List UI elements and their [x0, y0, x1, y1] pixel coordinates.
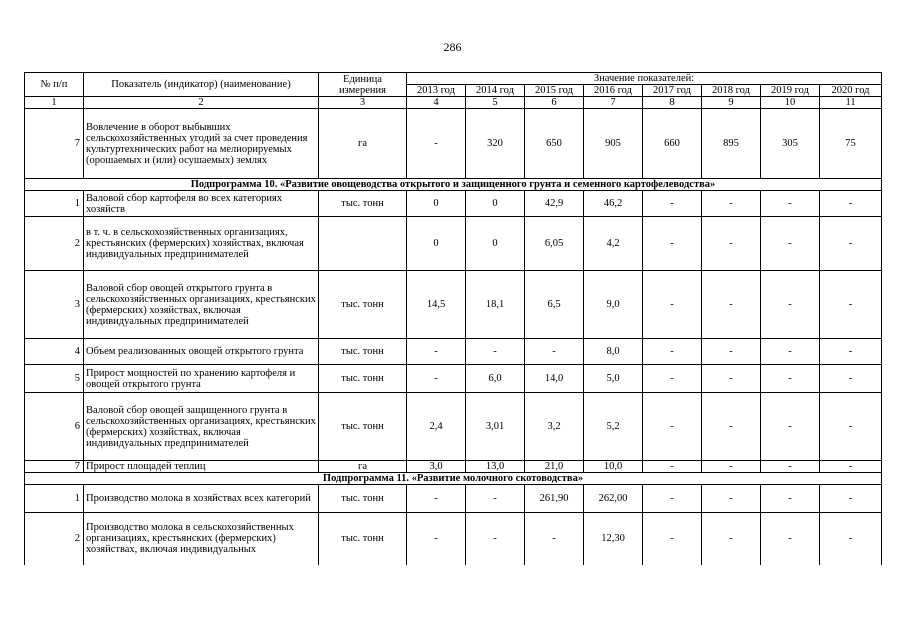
- column-number: 10: [761, 97, 820, 109]
- row-value: -: [702, 191, 761, 217]
- row-value: -: [643, 339, 702, 365]
- column-number: 4: [407, 97, 466, 109]
- row-indicator: в т. ч. в сельскохозяйственных организациях, крестьянских (фермерских) хозяйствах, включая индивидуальных предпринимателей: [84, 217, 319, 271]
- row-value: 21,0: [525, 461, 584, 473]
- row-value: 895: [702, 109, 761, 179]
- row-value: 0: [466, 191, 525, 217]
- table-row: [25, 365, 882, 393]
- row-unit: га: [319, 461, 407, 473]
- row-value: 4,2: [584, 217, 643, 271]
- row-value: -: [643, 217, 702, 271]
- row-value: 8,0: [584, 339, 643, 365]
- table-row: [25, 485, 882, 513]
- year-header: 2013 год: [407, 85, 466, 97]
- column-number: 2: [84, 97, 319, 109]
- column-number: 3: [319, 97, 407, 109]
- row-value: -: [820, 191, 882, 217]
- row-value: -: [761, 271, 820, 339]
- row-value: -: [643, 513, 702, 565]
- row-value: 5,2: [584, 393, 643, 461]
- row-value: -: [702, 393, 761, 461]
- row-value: 3,2: [525, 393, 584, 461]
- row-value: -: [407, 365, 466, 393]
- row-value: -: [761, 461, 820, 473]
- year-header: 2019 год: [761, 85, 820, 97]
- row-value: 905: [584, 109, 643, 179]
- row-num: 6: [25, 393, 84, 461]
- row-value: 12,30: [584, 513, 643, 565]
- row-value: 0: [466, 217, 525, 271]
- row-value: -: [643, 485, 702, 513]
- row-unit: тыс. тонн: [319, 513, 407, 565]
- row-unit: тыс. тонн: [319, 393, 407, 461]
- row-value: 3,01: [466, 393, 525, 461]
- row-value: 5,0: [584, 365, 643, 393]
- row-num: 7: [25, 461, 84, 473]
- row-value: -: [702, 217, 761, 271]
- row-value: 660: [643, 109, 702, 179]
- row-num: 7: [25, 109, 84, 179]
- row-value: -: [643, 365, 702, 393]
- row-value: -: [761, 365, 820, 393]
- row-value: -: [761, 513, 820, 565]
- row-indicator: Валовой сбор овощей открытого грунта в сельскохозяйственных организациях, крестьянских (фермерских) хозяйствах, включая индивидуальных предпринимателей: [84, 271, 319, 339]
- column-number: 7: [584, 97, 643, 109]
- table-row: [25, 109, 882, 179]
- subprogram-10-title: Подпрограмма 10. «Развитие овощеводства открытого и защищенного грунта и семенного картофелеводства»: [25, 179, 882, 191]
- table-row: [25, 191, 882, 217]
- row-value: -: [466, 485, 525, 513]
- row-indicator: Производство молока в хозяйствах всех категорий: [84, 485, 319, 513]
- column-number: 8: [643, 97, 702, 109]
- row-unit: [319, 217, 407, 271]
- row-value: 650: [525, 109, 584, 179]
- subprogram-11-title: Подпрограмма 11. «Развитие молочного скотоводства»: [25, 473, 882, 485]
- row-value: -: [820, 217, 882, 271]
- column-number: 1: [25, 97, 84, 109]
- row-indicator: Прирост мощностей по хранению картофеля и овощей открытого грунта: [84, 365, 319, 393]
- row-value: -: [820, 365, 882, 393]
- row-value: 75: [820, 109, 882, 179]
- row-value: -: [407, 485, 466, 513]
- row-value: -: [820, 461, 882, 473]
- row-value: -: [702, 461, 761, 473]
- row-value: 3,0: [407, 461, 466, 473]
- row-value: 14,0: [525, 365, 584, 393]
- subprogram-10-row: [25, 179, 882, 191]
- indicators-table: [24, 72, 882, 565]
- subprogram-11-row: [25, 473, 882, 485]
- column-number: 9: [702, 97, 761, 109]
- row-value: -: [820, 339, 882, 365]
- row-value: 2,4: [407, 393, 466, 461]
- row-value: -: [702, 339, 761, 365]
- row-value: -: [466, 513, 525, 565]
- row-value: -: [761, 217, 820, 271]
- year-header: 2016 год: [584, 85, 643, 97]
- header-unit: Единица измерения: [319, 73, 407, 97]
- header-num: № п/п: [25, 73, 84, 97]
- row-indicator: Валовой сбор овощей защищенного грунта в сельскохозяйственных организациях, крестьянских (фермерских) хозяйствах, включая индивидуальных предпринимателей: [84, 393, 319, 461]
- row-value: -: [466, 339, 525, 365]
- row-value: -: [525, 513, 584, 565]
- row-indicator: Валовой сбор картофеля во всех категориях хозяйств: [84, 191, 319, 217]
- row-value: -: [820, 513, 882, 565]
- row-value: 6,5: [525, 271, 584, 339]
- row-num: 4: [25, 339, 84, 365]
- row-value: 42,9: [525, 191, 584, 217]
- table-row: [25, 513, 882, 565]
- table-row: [25, 461, 882, 473]
- column-number: 6: [525, 97, 584, 109]
- year-header: 2017 год: [643, 85, 702, 97]
- row-value: 261,90: [525, 485, 584, 513]
- table-row: [25, 393, 882, 461]
- column-number: 5: [466, 97, 525, 109]
- row-value: 0: [407, 191, 466, 217]
- header-indicator: Показатель (индикатор) (наименование): [84, 73, 319, 97]
- row-indicator: Объем реализованных овощей открытого грунта: [84, 339, 319, 365]
- row-num: 5: [25, 365, 84, 393]
- row-value: -: [702, 271, 761, 339]
- row-value: -: [702, 485, 761, 513]
- row-value: -: [761, 339, 820, 365]
- row-num: 2: [25, 217, 84, 271]
- row-value: 9,0: [584, 271, 643, 339]
- row-indicator: Вовлечение в оборот выбывших сельскохозяйственных угодий за счет проведения культуртехнических работ на мелиорируемых (орошаемых и (или) осушаемых) землях: [84, 109, 319, 179]
- row-value: -: [643, 271, 702, 339]
- row-value: -: [702, 513, 761, 565]
- row-value: -: [407, 513, 466, 565]
- row-num: 2: [25, 513, 84, 565]
- row-unit: тыс. тонн: [319, 191, 407, 217]
- row-unit: тыс. тонн: [319, 271, 407, 339]
- page-number: 286: [443, 40, 462, 54]
- table-row: [25, 339, 882, 365]
- header-values: Значение показателей:: [407, 73, 882, 85]
- row-value: -: [643, 461, 702, 473]
- row-value: -: [761, 393, 820, 461]
- row-value: 18,1: [466, 271, 525, 339]
- row-value: 262,00: [584, 485, 643, 513]
- row-value: 305: [761, 109, 820, 179]
- table-row: [25, 271, 882, 339]
- row-value: -: [820, 271, 882, 339]
- year-header: 2014 год: [466, 85, 525, 97]
- row-value: -: [407, 109, 466, 179]
- row-num: 1: [25, 191, 84, 217]
- table-row: [25, 217, 882, 271]
- row-unit: тыс. тонн: [319, 485, 407, 513]
- column-numbers-row: [25, 97, 882, 109]
- row-value: 10,0: [584, 461, 643, 473]
- row-num: 3: [25, 271, 84, 339]
- row-value: -: [525, 339, 584, 365]
- row-value: -: [407, 339, 466, 365]
- year-header: 2015 год: [525, 85, 584, 97]
- row-num: 1: [25, 485, 84, 513]
- column-number: 11: [820, 97, 882, 109]
- row-value: 320: [466, 109, 525, 179]
- row-value: 6,05: [525, 217, 584, 271]
- row-unit: тыс. тонн: [319, 365, 407, 393]
- row-value: -: [820, 393, 882, 461]
- row-value: -: [761, 191, 820, 217]
- row-indicator: Производство молока в сельскохозяйственных организациях, крестьянских (фермерских) хозяйствах, включая индивидуальных: [84, 513, 319, 565]
- row-value: -: [820, 485, 882, 513]
- row-value: 46,2: [584, 191, 643, 217]
- row-value: 0: [407, 217, 466, 271]
- year-header: 2020 год: [820, 85, 882, 97]
- year-header: 2018 год: [702, 85, 761, 97]
- row-value: 14,5: [407, 271, 466, 339]
- row-value: 6,0: [466, 365, 525, 393]
- row-value: -: [702, 365, 761, 393]
- row-indicator: Прирост площадей теплиц: [84, 461, 319, 473]
- row-unit: га: [319, 109, 407, 179]
- row-value: -: [643, 191, 702, 217]
- row-value: -: [643, 393, 702, 461]
- row-value: 13,0: [466, 461, 525, 473]
- row-value: -: [761, 485, 820, 513]
- row-unit: тыс. тонн: [319, 339, 407, 365]
